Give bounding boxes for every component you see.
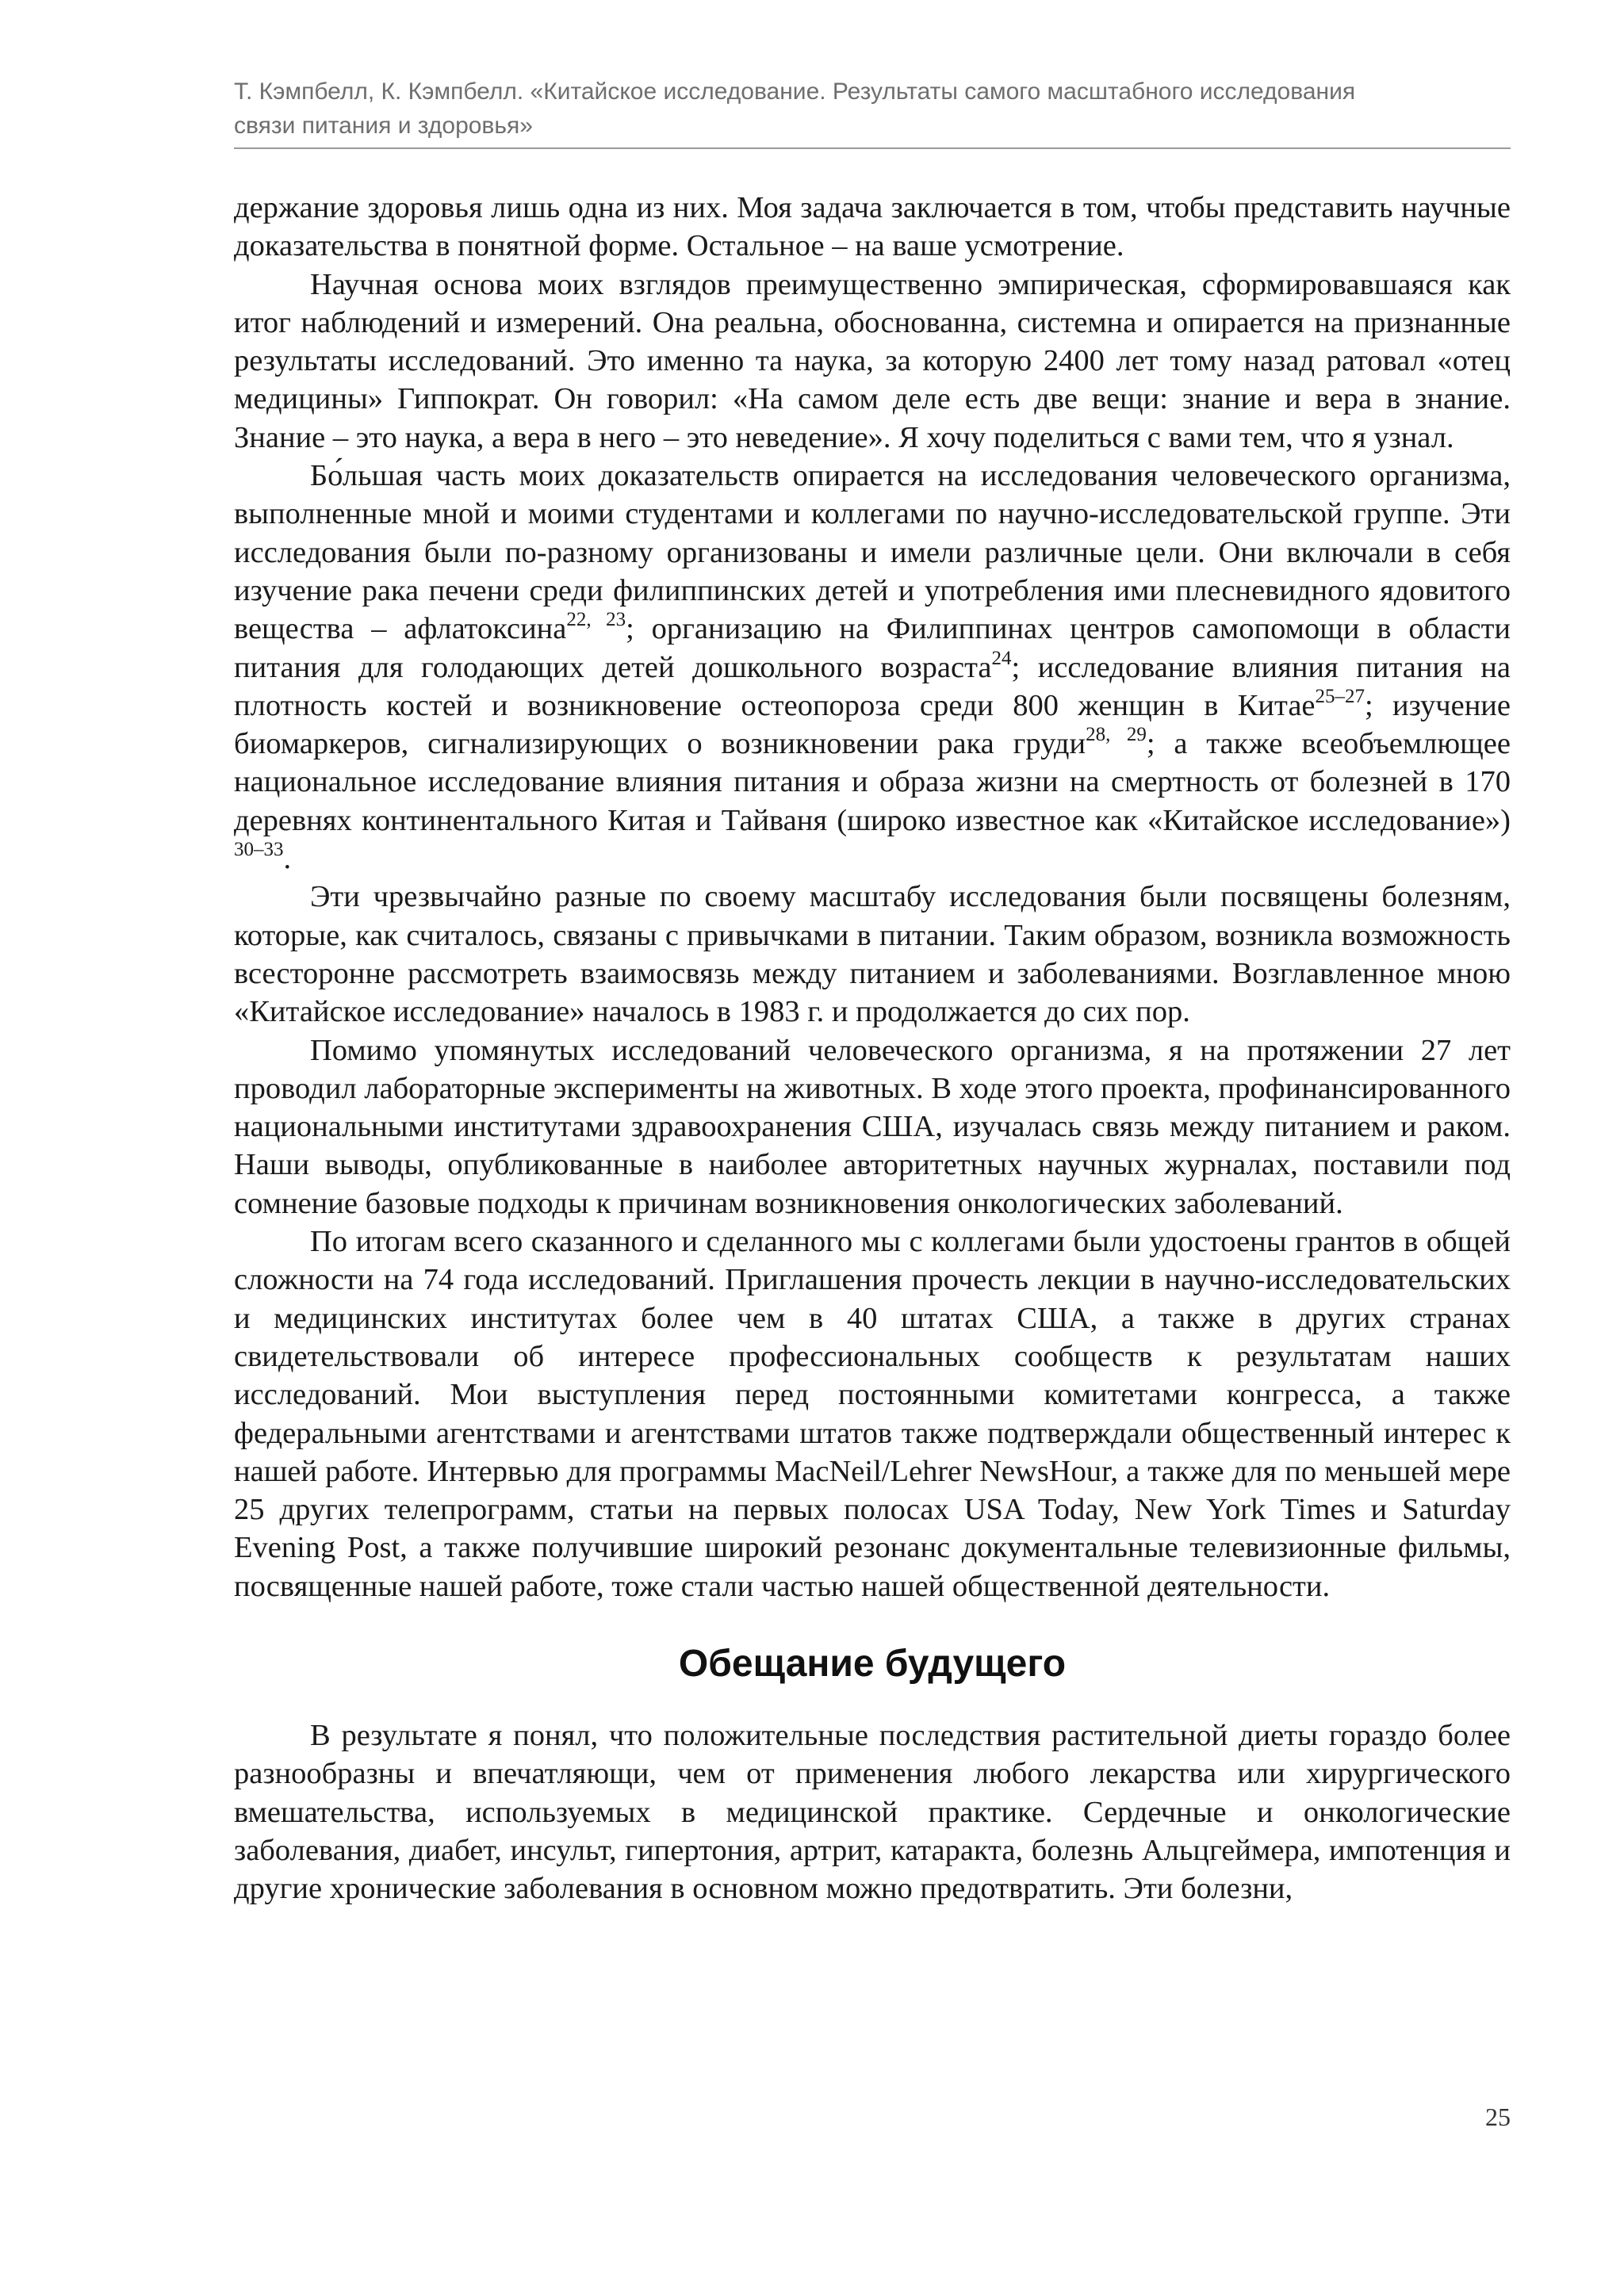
paragraph-scientific-basis: Научная основа моих взглядов преимущественно эмпирическая, сформировавшаяся как итог наблюдений и измерений. Она реальна, обоснованна, системна и опирается на признанные результаты исследований. Это именно та наука, за которую 2400 лет тому назад ратовал «отец медицины» Гиппократ. Он говорил: «На самом деле есть две вещи: знание и вера в знание. Знание – это наука, а вера в него – это неведение». Я хочу поделиться с вами тем, что я узнал.	[234, 267, 1511, 454]
paragraph-diseases: Эти чрезвычайно разные по своему масштабу исследования были посвящены болезням, которые, как считалось, связаны с привычками в питании. Таким образом, возникла возможность всесторонне рассмотреть взаимосвязь между питанием и заболеваниями. Возглавленное мною «Китайское исследование» началось в 1983 г. и продолжается до сих пор.	[234, 880, 1511, 1029]
paragraph-text-segment: .	[283, 842, 292, 876]
footnote-ref: 30–33	[234, 839, 284, 861]
footnote-ref: 24	[991, 647, 1012, 669]
paragraph-text-segment: ; организацию на Филиппинах центров самопомощи в области питания для голодающих детей дошкольного возраста	[234, 612, 1511, 684]
running-header	[234, 75, 1511, 143]
footnote-ref: 22, 23	[566, 609, 626, 631]
paragraph-promise: В результате я понял, что положительные последствия растительной диеты гораздо более разнообразны и впечатляющи, чем от применения любого лекарства или хирургического вмешательства, используемых в медицинской практике. Сердечные и онкологические заболевания, диабет, инсульт, гипертония, артрит, катаракта, болезнь Альцгеймера, импотенция и другие хронические заболевания в основном можно предотвратить. Эти болезни,	[234, 1718, 1511, 1906]
paragraph-text-segment: ; изучение биомаркеров, сигнализирующих о возникновении рака груди	[234, 688, 1511, 761]
paragraph-text-segment: ; исследование влияния питания на плотность костей и возникновение остеопороза среди 800 женщин в Китае	[234, 650, 1511, 722]
running-header-line-2: связи питания и здоровья»	[234, 113, 533, 139]
paragraph-text-segment: Бо́льшая часть моих доказательств опирается на исследования человеческого организма, выполненные мной и моими студентами и коллегами по научно-исследовательской группе. Эти исследования были по-разному организованы и имели различные цели. Они включали в себя изучение рака печени среди филиппинских детей и употребления ими плесневидного ядовитого вещества – афлатоксина	[234, 459, 1511, 646]
header-rule	[234, 147, 1511, 149]
page-number: 25	[1485, 2103, 1511, 2131]
paragraph-animal-experiments: Помимо упомянутых исследований человеческого организма, я на протяжении 27 лет проводил лабораторные эксперименты на животных. В ходе этого проекта, профинансированного национальными институтами здравоохранения США, изучалась связь между питанием и раком. Наши выводы, опубликованные в наиболее авторитетных научных журналах, поставили под сомнение базовые подходы к причинам возникновения онкологических заболеваний.	[234, 1033, 1511, 1220]
paragraph-text-segment: ; а также всеобъемлющее национальное исследование влияния питания и образа жизни на смертность от болезней в 170 деревнях континентального Китая и Тайваня (широко известное как «Китайское исследование»)	[234, 727, 1511, 837]
paragraph-studies	[234, 457, 1511, 878]
paragraph-grants: По итогам всего сказанного и сделанного мы с коллегами были удостоены грантов в общей сложности на 74 года исследований. Приглашения прочесть лекции в научно-исследовательских и медицинских институтах более чем в 40 штатах США, а также в других странах свидетельствовали об интересе профессиональных сообществ к результатам наших исследований. Мои выступления перед постоянными комитетами конгресса, а также федеральными агентствами и агентствами штатов также подтверждали общественный интерес к нашей работе. Интервью для программы MacNeil/Lehrer NewsHour, а также для по меньшей мере 25 других телепрограмм, статьи на первых полосах USA Today, New York Times и Saturday Evening Post, а также получившие широкий резонанс документальные телевизионные фильмы, посвященные нашей работе, тоже стали частью нашей общественной деятельности.	[234, 1225, 1511, 1603]
running-header-line-1: Т. Кэмпбелл, К. Кэмпбелл. «Китайское исследование. Результаты самого масштабного исследования	[234, 78, 1356, 105]
section-heading: Обещание будущего	[678, 1642, 1067, 1685]
footnote-ref: 28, 29	[1086, 724, 1147, 746]
footnote-ref: 25–27	[1315, 685, 1365, 707]
page-body	[234, 189, 1511, 1908]
paragraph-continued: держание здоровья лишь одна из них. Моя задача заключается в том, чтобы представить научные доказательства в понятной форме. Остальное – на ваше усмотрение.	[234, 191, 1511, 263]
